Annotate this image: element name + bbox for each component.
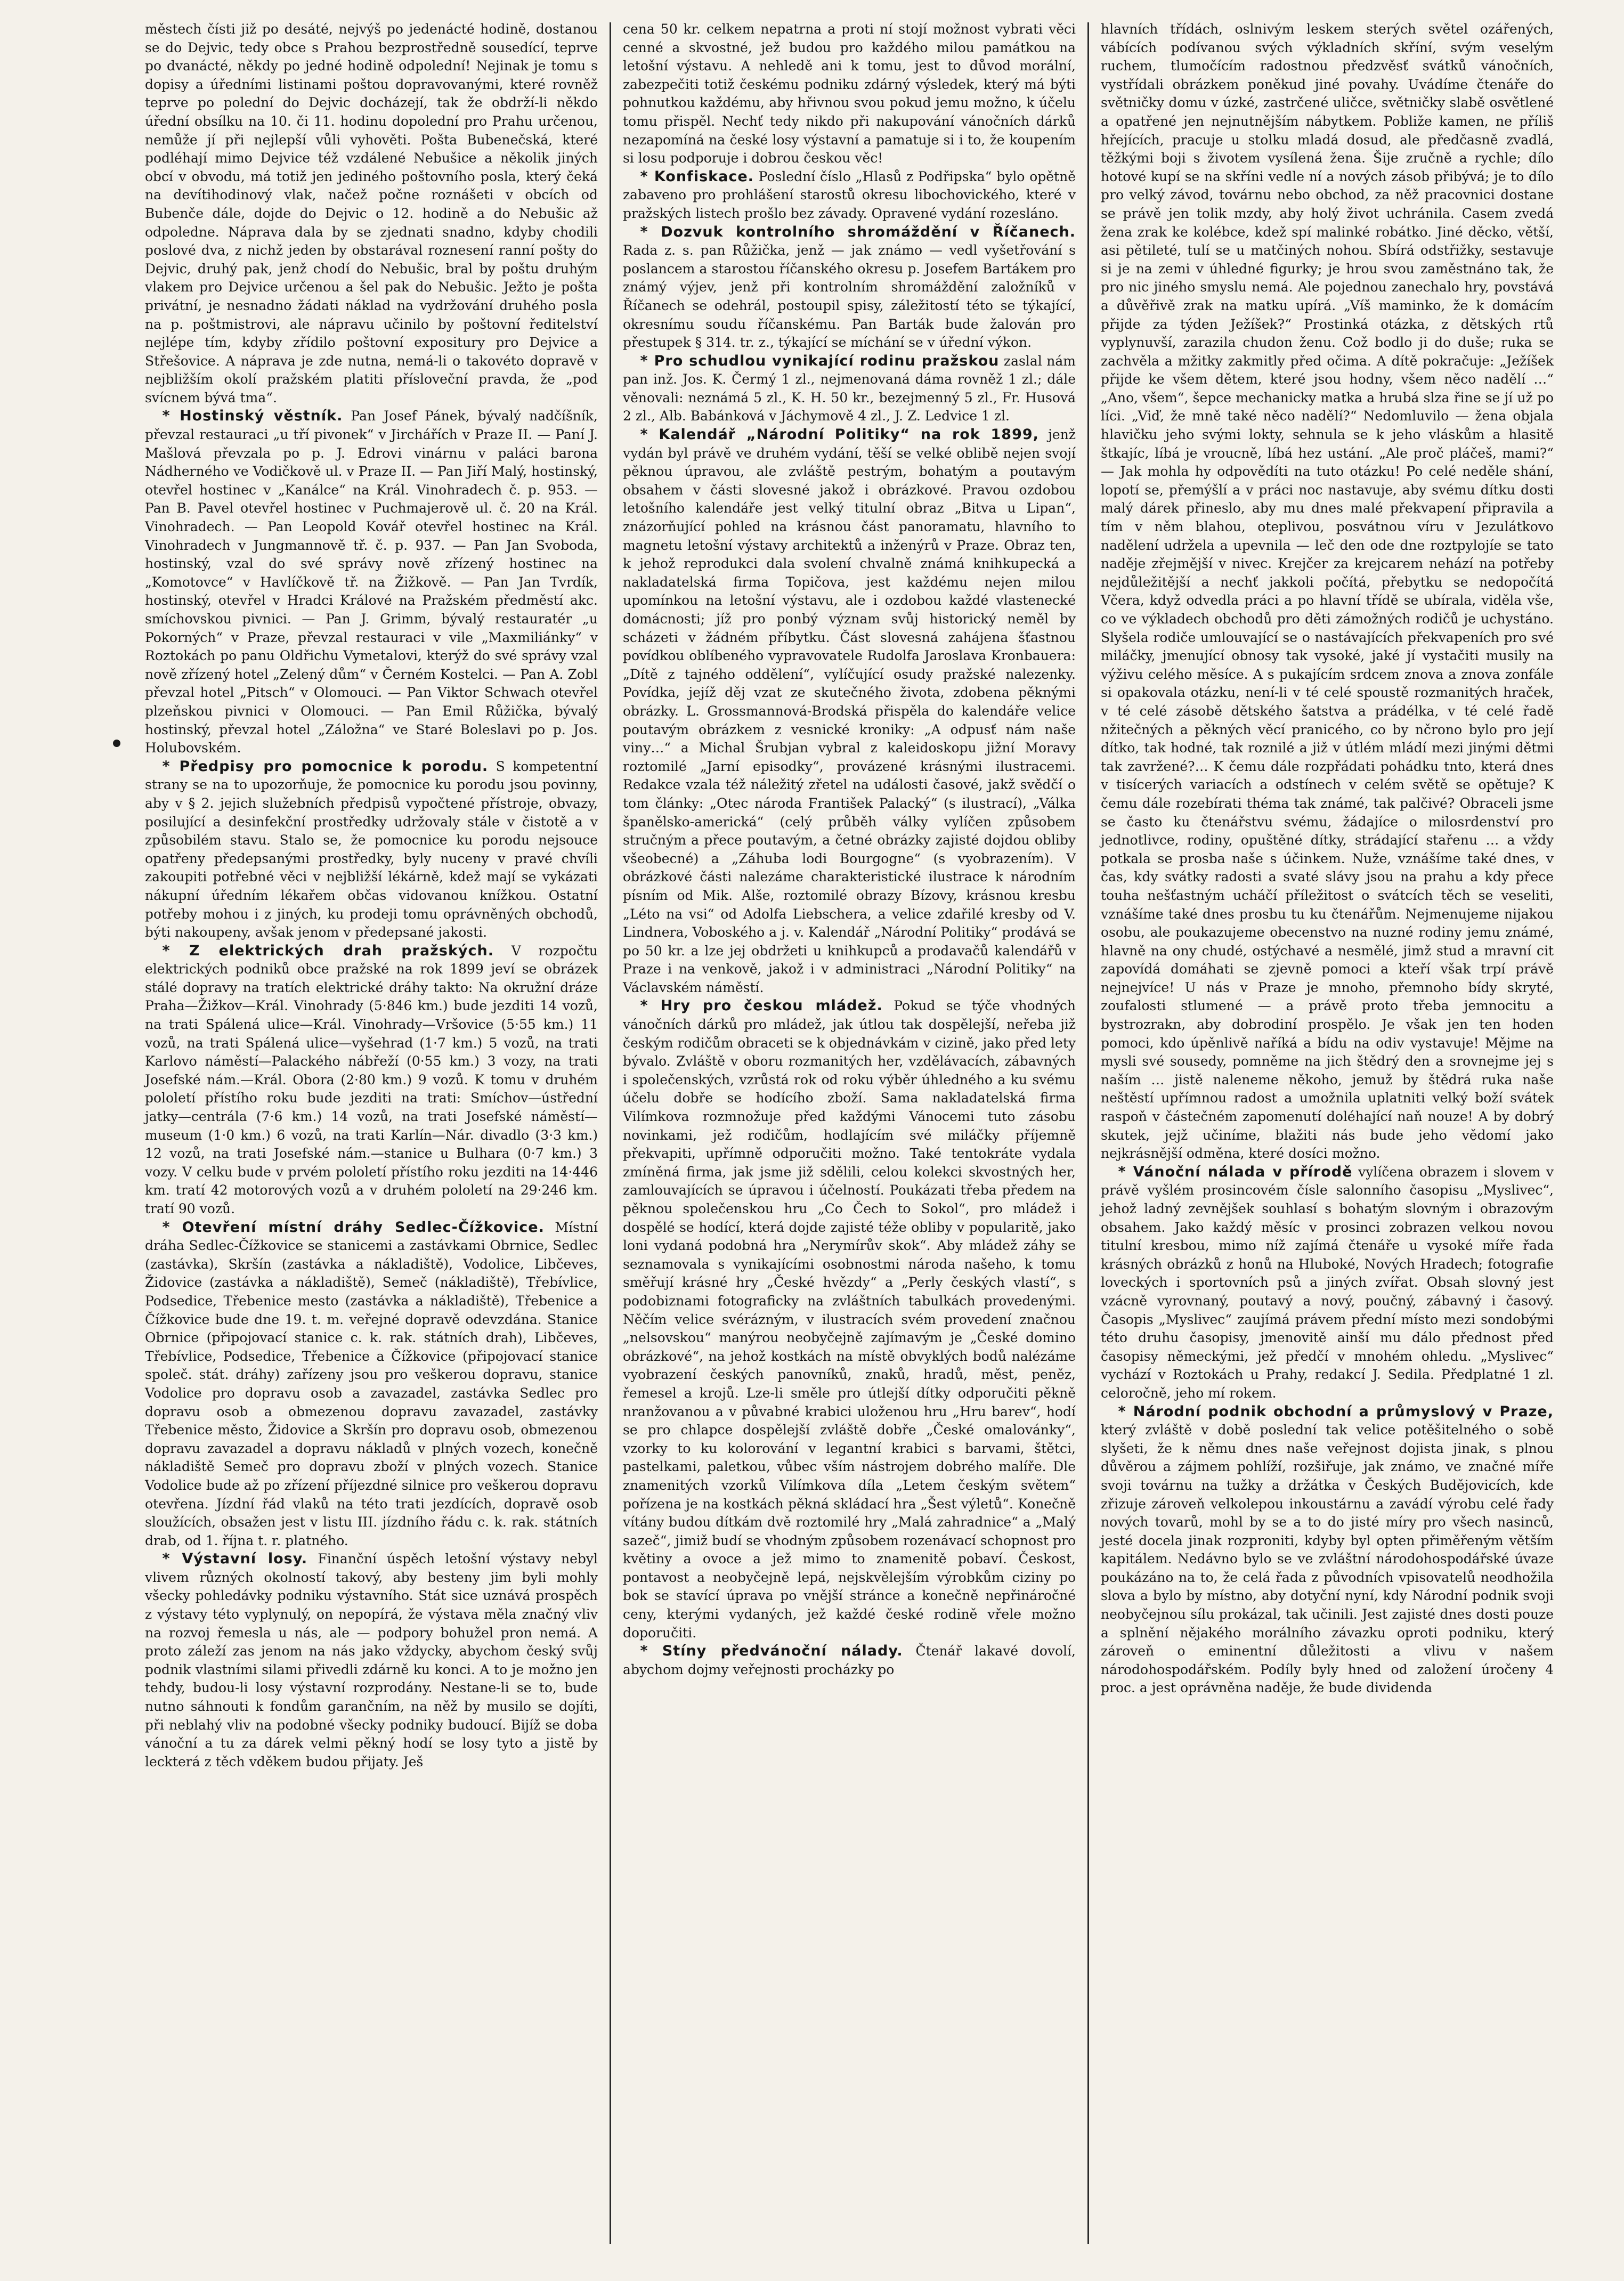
article-paragraph [623,352,1076,426]
column-right [1089,20,1565,2247]
article-text: Pokud se týče vhodných vánočních dárků pro mládež, jak útlou tak dospělejší, neřeba již českým rodičům obraceti se k objednávkám v cizině, jako před lety bývalo. Zvláště v oboru rozmanitých her, vzdělávacích, zábavných i společenských, vzrůstá rok od roku výběr úhledného a ku svému účelu dobře se hodícího zboží. Sama nakladatelská firma Vilímkova rozmnožuje před každými Vánocemi tuto zásobu novinkami, jež rodičům, hodlajícím své miláčky příjemně překvapiti, upřímně odporučiti možno. Také tentokráte vydala zmíněná firma, jak jsme již sdělili, celou kolekci skvostných her, zamlouvajících se úpravou i účelností. Poukázati třeba předem na pěknou společenskou hru „Co Čech to Sokol“, pro mládež i dospělé se hodící, která dojde zajisté téže obliby v popularitě, jako loni vydaná podobná hra „Nerymírův skok“. Aby mládež záhy se seznamovala s vynikajícími osobnostmi národa našeho, k tomu směřují krásné hry „České hvězdy“ a „Perly českých vlastí“, s podobiznami fotograficky na zvláštních tabulkách provedenými. Něčím velice svérázným, v ilustracích svém provedení značnou „nelsovskou“ manýrou neobyčejně zajímavým je „České domino obrázkové“, na jehož kostkách na místě obvyklých bodů nalézáme vyobrazení českých panovníků, znaků, hradů, měst, peněz, řemesel a krojů. Lze-li směle pro útlejší dítky odporučiti pěkně nranžovanou a v půvabné krabici uloženou hru „Hru barev“, hodí se pro chlapce dospělejší zvláště dobře „České omalovánky“, vzorky to ku kolorování v legantní krabici s barvami, štětci, pastelkami, paletkou, vůbec vším nástrojem dobrého malíře. Dle znamenitých vzorků Vilímkova díla „Letem českým světem“ pořízena je na kostkách pěkná skládací hra „Šest výletů“. Konečně vítány budou dítkám dvě roztomilé hry „Malá zahradnice“ a „Malý sazeč“, jimiž budí se vhodným způsobem rozenávací schopnost pro květiny a ovoce a jež mimo to znamenitě pobaví. Českost, pontavost a neobyčejně lepá, nejskvělejším výrobkům ciziny po bok se stavící úprava po vnější stránce a konečně nepřináročné ceny, kterými vydaných, jež každé české rodině vřele možno doporučiti. [623,998,1076,1641]
article-paragraph [1101,1163,1554,1403]
continued-paragraph [145,20,598,407]
article-heading: * Dozvuk kontrolního shromáždění v Říčanech. [640,223,1076,240]
article-paragraph [623,223,1076,352]
article-heading: * Stíny předvánoční nálady. [640,1643,903,1660]
article-heading: * Předpisy pro pomocnice k porodu. [162,758,489,775]
article-paragraph [145,1219,598,1551]
article-heading: * Kalendář „Národní Politiky“ na rok 1899, [640,426,1039,443]
article-text: V rozpočtu elektrických podniků obce pražské na rok 1899 jeví se obrázek stálé dopravy na tratích elektrické dráhy takto: Na okružní dráze Praha—Žižkov—Král. Vinohrady (5·846 km.) bude jezditi 14 vozů, na trati Spálená ulice—Král. Vinohrady—Vršovice (5·55 km.) 11 vozů, na trati Spálená ulice—vyšehrad (1·7 km.) 5 vozů, na trati Karlovo náměstí—Palackého nábřeží (0·55 km.) 3 vozy, na trati Josefské nám.—Král. Obora (2·80 km.) 9 vozů. K tomu v druhém pololetí přístího roku bude jezditi na trati: Smíchov—ústřední jatky—centrála (7·6 km.) 14 vozů, na trati Josefské náměstí—museum (1·0 km.) 6 vozů, na trati Karlín—Nár. divadlo (3·3 km.) 12 vozů, na trati Josefské nám.—stanice u Bulhara (0·7 km.) 3 vozy. V celku bude v prvém pololetí přístího roku jezditi na 14·446 km. tratí 42 motorových vozů a v druhém pololetí na 29·246 km. tratí 90 vozů. [145,943,598,1216]
article-text: zaslal nám pan inž. Jos. K. Čermý 1 zl., nejmenovaná dáma rovněž 1 zl.; dále věnovali: neznámá 5 zl., K. H. 50 kr., bezejmenný 5 zl., Fr. Husová 2 zl., Alb. Babánková v Jáchymově 4 zl., J. Z. Ledvice 1 zl. [623,353,1076,424]
article-paragraph [145,407,598,757]
article-text: Poslední číslo „Hlasů z Podřipska“ bylo opětně zabaveno pro prohlášení starostů okresu libochovického, které v pražských listech prošlo bez závady. Opravené vydání rozesláno. [623,168,1076,221]
article-text: Čtenář lakavé dovolí, abychom dojmy veřejnosti procházky po [623,1643,1076,1677]
article-heading: * Výstavní losy. [162,1551,308,1568]
article-text: jenž vydán byl právě ve druhém vydání, těší se velké oblibě nejen svojí pěknou úpravou, ale zvláště pestrým, bohatým a poutavým obsahem v části slovesné jakož i obrázkové. Pravou ozdobou letošního kalendáře jest velký titulní obraz „Bitva u Lipan“, znázorňující pohled na krásnou část panoramatu, hlavního to magnetu letošní výstavy architektů a inženýrů v Praze. Obraz ten, k jehož reprodukci dala svolení chvalně známá knihkupecká a nakladatelská firma Topičova, jest každému nejen milou upomínkou na letošní výstavu, ale i ozdobou každé vlastenecké domácnosti; jíž pro ponbý význam svůj historický neměl by scházeti v žádném příbytku. Část slovesná zahájena šťastnou povídkou oblíbeného vypravovatele Rudolfa Jaroslava Kronbauera: „Dítě z tajného oddělení“, vylíčující osudy pražské nalezenky. Povídka, jejíž děj vzat ze skutečného života, zdobena pěknými obrázky. L. Grossmannová-Brodská přispěla do kalendáře velice poutavým obrázkem z vesnické kroniky: „A odpusť nám naše viny…“ a Michal Šrubjan vybral z kaleidoskopu jižní Moravy roztomilé „Jarní episodky“, provázené krásnými ilustracemi. Redakce vzala též náležitý zřetel na události časové, jakž svědčí o tom články: „Otec národa František Palacký“ (s ilustrací), „Válka španělsko-americká“ (celý průběh války vylíčen způsobem stručným a přece poutavým, a četné obrázky zajisté dojdou obliby všeobecné) a „Záhuba lodi Bourgogne“ (s vyobrazením). V obrázkové části nalezáme charakteristické ilustrace k národním písním od Mik. Alše, roztomilé obrazy Bízovy, krásnou kresbu „Léto na vsi“ od Adolfa Liebschera, a velice zdařilé kresby od V. Lindnera, Voboského a j. v. Kalendář „Národní Politiky“ prodává se po 50 kr. a lze jej obdržeti u knihkupců a prodavačů kalendářů v Praze i na venkově, jakož i v administraci „Národní Politiky“ na Václavském náměstí. [623,427,1076,995]
continued-paragraph [1101,20,1554,1163]
article-text: vylíčena obrazem i slovem v právě vyšlém prosincovém čísle salonního časopisu „Myslivec“, jehož ladný zevnějšek souhlasí s bohatým slovným i obrazovým obsahem. Jako každý měsíc v prosinci zobrazen velkou novou titulní kresbou, mimo níž zajímá čtenáře u vysoké míře řada krásných obrázků z honů na Hluboké, Nových Hradech; fotografie loveckých i sportovních psů a jiných zvířat. Obsah slovný jest vzácně vyrovnaný, poutavý a nový, poučný, zábavný i časový. Časopis „Myslivec“ zaujímá právem přední místo mezi sondobými této druhu časopisy, jmenovitě ainší mu dálo přednost před časopisy německými, jež předčí v mnohém ohledu. „Myslivec“ vychází v Roztokách u Prahy, redakcí J. Sedila. Předplatné 1 zl. celoročně, jeho mí rokem. [1101,1164,1554,1401]
article-paragraph [145,758,598,942]
article-paragraph [145,1550,598,1771]
column-left [133,20,610,2247]
article-text: hlavních třídách, oslnivým leskem sterých světel ozářených, vábících podívanou svých výkladních skříní, svým veselým ruchem, tlumočícím radostnou předzvěsť svátků vánočních, vystřídali obrázkem poněkud jiné povahy. Uvádíme čtenáře do světničky domu v úzké, zastrčené uličce, světničky slabě osvětlené a opatřené jen nejnutnějším nábytkem. Pobliže kamen, ne příliš hřejících, pracuje u stolku mladá dosud, ale předčasně zvadlá, těžkými boji s životem vysílená žena. Šije zručně a rychle; dílo hotové kupí se na skříni vedle ní a nových zásob přibývá; je to dílo pro velký závod, továrnu nebo obchod, za něž pracovnici dostane se právě jen tolik mzdy, aby holý život uchránila. Casem zvedá žena zrak ke kolébce, kdež spí malinké robátko. Jiné děcko, větší, asi pětileté, tulí se u matčiných nohou. Sbírá odstřižky, sestavuje si je na zemi v úhledné figurky; je hrou svou zaměstnáno tak, že pro nic jiného smyslu nemá. Ale pojednou zanechalo hry, povstává a důvěřivě zrak na matku upírá. „Víš maminko, že k domácím přijde za týden Ježíšek?“ Prostinká otázka, z dětských rtů vyplynuvší, zarazila chudon ženu. Což bodlo ji do duše; ruka se zachvěla a mžitky zakmitly před očima. A dítě pokračuje: „Ježíšek přijde ke všem dětem, které jsou hodny, všem něco nadělí …“ „Ano, všem“, šepce mechanicky matka a hrubá slza řine se jí už po líci. „Viď, že mně také něco nadělí?“ Nedomluvilo — žena objala hlavičku jeho svými lokty, sehnula se k jeho vláskům a hlasitě štkajíc, líbá je vroucně, líbá hez ustání. „Ale proč pláčeš, mami?“ — Jak mohla hy odpovědíti na tuto otázku! Po celé neděle shání, lopotí se, přemýšlí a v práci noc nastavuje, aby svému dítku dosti malý dárek přineslo, aby mu dnes malé překvapení připravila a tím v něm blahou, oteplivou, posvátnou víru v Jezulátkovo nadělení udržela a upevnila — leč den ode dne roztpylojíe se tato naděje zřejmější v nivec. Krejčer za krejcarem nehází na potřeby nejdůležitější a nechť jakkoli počítá, přebytku se nedopočítá Včera, když odvedla práci a po hlavní třídě se ubírala, viděla vše, co ve výkladech obchodů pro děti zámožných rodičů je uchystáno. Slyšela rodiče umlouvající se o nastávajících překvapeních pro své miláčky, jmenující obnosy tak vysoké, jaké jí vystačiti musily na výživu celého měsíce. A s pukajícím srdcem znova a znova zonfále si opakovala otázku, není-li v té celé spoustě rozmanitých hraček, v té celé zásobě dětského šatstva a prádélka, v té celé řadě nžitečných a pěkných věcí pranicého, co by nčrono bylo pro její dítko, tak hodné, tak roznilé a již v útlém mládí mezi jinými dětmi tak zavržené?… K čemu dále rozpřádati pohádku tnto, která dnes v tisícerých variacích a odstínech v celém světě se opětuje? K čemu dále rozebírati théma tak známé, tak palčivé? Obraceli jsme se často ku čtenářstvu svému, žádajíce o milosrdenství pro jednotlivce, rodiny, opuštěné dítky, strádající stařenu … a vždy potkala se prosba naše s účinkem. Nuže, vznášíme také dnes, v čas, kdy svátky radosti a svaté slávy jsou na prahu a kdy přece touha nešťastným ucháčí příležitost o svátcích těch se veseliti, vznášíme také dnes prosbu tu ku čtenářům. Nejmenujeme nijakou osobu, ale poukazujeme obecenstvo na nuzné rodiny jemu známé, hlavně na ony chudé, ostýchavé a nesmělé, jimž stud a mravní cit zapovídá domáhati se zjevně pomoci a kteří však trpí právě nejnejvíce! U nás v Praze je mnoho, přemnoho bídy skryté, zoufalosti stlumené — a právě proto třeba jemnocitu a bystrozrakn, aby dobrodiní prospělo. Je však jen ten hoden pomoci, kdo úpěnlivě naříká a bídu na odiv vystavuje! Mějme na mysli své sousedy, pomněme na jich štědrý den a srovnejme jej s naším … jistě naleneme někoho, jemuž by štědrá ruka naše neštěstí upřímnou radost a umožnila uplatniti velký boží svátek raspoň v částečném zapomenutí doléhající naň nouze! A by dobrý skutek, jejž učiníme, blažiti nás bude jeho vědomí jako nejkrásnější odměna, které dosíci možno. [1101,21,1554,1162]
article-heading: * Z elektrických drah pražských. [162,942,494,959]
article-text: Pan Josef Pánek, bývalý nadčíšník, převzal restauraci „u tří pivonek“ v Jirchářích v Praze II. — Paní J. Mašlová převzala po p. J. Edrovi vinárnu v paláci barona Nádherného ve Vodičkově ul. v Praze II. — Pan Jiří Malý, hostinský, otevřel hostinec v „Kanálce“ na Král. Vinohradech č. p. 953. — Pan B. Pavel otevřel hostinec v Puchmajerově ul. č. 20 na Král. Vinohradech. — Pan Leopold Kovář otevřel hostinec na Král. Vinohradech v Jungmannově tř. č. p. 937. — Pan Jan Svoboda, hostinský, vzal do své správy nově zřízený hostinec na „Komotovce“ v Havlíčkově tř. na Žižkově. — Pan Jan Tvrdík, hostinský, otevřel v Hradci Králové na Pražském předměstí akc. smíchovskou pivnici. — Pan J. Grimm, bývalý restauratér „u Pokorných“ v Praze, převzal restauraci v vile „Maxmiliánky“ v Roztokách po panu Oldřichu Vymetalovi, kterýž do své správy vzal nově zřízený hotel „Zelený dům“ v Černém Kostelci. — Pan A. Zobl převzal hotel „Pitsch“ v Olomouci. — Pan Viktor Schwach otevřel plzeňskou pivnici v Olomouci. — Pan Emil Růžička, bývalý hostinský, převzal hotel „Záložna“ ve Staré Boleslavi po p. Jos. Holubovském. [145,408,598,756]
article-paragraph [623,426,1076,997]
article-text: Rada z. s. pan Růžička, jenž — jak známo — vedl vyšetřování s poslancem a starostou říčanského okresu p. Josefem Bartákem pro známý výjev, jenž při kontrolním shromáždění založníků v Říčanech se odehrál, postoupil spisy, záležitostí této se týkající, okresnímu soudu říčanskému. Pan Barták bude žalován pro přestupek § 314. tr. z., týkající se míchání se v úřední výkon. [623,242,1076,351]
article-paragraph [623,1642,1076,1679]
article-text: městech čísti již po desáté, nejvýš po jedenácté hodině, dostanou se do Dejvic, tedy obce s Prahou bezprostředně sousedící, teprve po dvanácté, někdy po jedné hodině odpolední! Nejinak je tomu s dopisy a úředními listinami poštou dopravovanými, které rovněž teprve po polední do Dejvic docházejí, tak že obdrží-li někdo úřední obsílku na 10. či 11. hodinu dopolední pro Prahu určenou, nemůže jí při nejlepší vůli vyhověti. Pošta Bubenečská, které podléhají mimo Dejvice též vzdálené Nebušice a několik jiných obcí v obvodu, má totiž jen jediného poštovního posla, který čeká na devítihodinový vlak, načež počne roznášeti v obcích od Bubenče dále, dojde do Dejvic o 12. hodině a do Nebušic až odpoledne. Náprava dala by se zjednati snadno, kdyby chodili poslové dva, z nichž jeden by obstarával roznesení ranní pošty do Dejvic, druhý pak, jenž chodí do Nebušic, bral by poštu druhým vlakem pro Dejvice určenou a šel pak do Nebušic. Ježto je pošta privátní, je nesnadno žádati náklad na vydržování druhého posla na p. poštmistrovi, ale nápravu učinilo by poštovní ředitelství nejlépe tím, kdyby zřídilo poštovní expositury pro Dejvice a Střešovice. A náprava je zde nutna, nemá-li o takovéto dopravě v nejbližším okolí pražském platiti přísloveční pravda, že „pod svícnem bývá tma“. [145,21,598,405]
article-heading: * Pro schudlou vynikající rodinu pražskou [640,352,1000,369]
continued-paragraph [623,20,1076,168]
article-paragraph [1101,1403,1554,1698]
ink-dot [113,740,120,747]
article-heading: * Konfiskace. [640,168,754,185]
column-middle [611,20,1087,2247]
article-text: cena 50 kr. celkem nepatrna a proti ní stojí možnost vybrati věci cenné a skvostné, jež budou pro každého milou památkou na letošní výstavu. A nehledě ani k tomu, jest to důvod morální, zabezpečiti totiž českému podniku zdárný výsledek, který má býti pohnutkou každému, aby hřivnou svou pokud jemu možno, k účelu tomu přispěl. Nechť tedy nikdo při nakupování vánočních dárků nezapomíná na české losy výstavní a pamatuje si i to, že koupením si losu podporuje i dobrou českou věc! [623,21,1076,166]
columns [133,20,1565,2247]
article-text: Finanční úspěch letošní výstavy nebyl vlivem různých okolností takový, aby besteny jim byli mohly všecky pohledávky podniku výstavního. Stát sice uznává prospěch z výstavy této vyplynulý, on nepopírá, že výstava měla značný vliv na rozvoj řemesla u nás, ale — podpory bohužel pron nemá. A proto záleží zas jenom na nás jako vždycky, abychom český svůj podnik vlastními silami přivedli zdárně ku konci. A to je možno jen tehdy, budou-li losy výstavní rozprodány. Nestane-li se to, bude nutno sáhnouti k fondům garančním, na něž by musilo se dojíti, při neblahý vliv na podobné všecky podniky budoucí. Bijíž se doba vánoční a tu za dárek velmi pěkný hodí se losy tyto a jistě by leckterá z těch vděkem budou přijaty. Ješ [145,1551,598,1769]
article-text: který zvláště v době poslední tak velice potěšitelného o sobě slyšeti, že k němu dnes naše veřejnost dojista jinak, s plnou důvěrou a zájmem pohlíží, rozšiřuje, jak známo, ve značné míře svoji továrnu na tužky a držátka v Českých Budějovicích, kde zřizuje zároveň velkolepou inkoustárnu a zavádí výrobu celé řady nových tovarů, mohl by se a to do jisté míry pro všech nasinců, jesté docela jinak rozproniti, kdyby byl opten přiměřeným větším kapitálem. Nedávno bylo se ve zvláštní národohospodářské úvaze poukázáno na to, že celá řada z původních vpisovatelů neodhožila slova a bylo by místno, aby dotyční nyní, kdy Národní podnik svoji neobyčejnou sílu prokázal, tak učinili. Jest zajisté dnes dosti pouze a splnění nějakého morálního závazku oproti podniku, který zároveň o eminentní důležitosti a vlivu v našem národohospodářském. Podíly byly hned od založení úročeny 4 proc. a jest oprávněna naděje, že bude dividenda [1101,1422,1554,1696]
article-heading: * Vánoční nálada v přírodě [1118,1163,1353,1180]
article-text: S kompetentní strany se na to upozorňuje, že pomocnice ku porodu jsou povinny, aby v § 2. jejich služebních předpisů vypočtené přístroje, obvazy, posilující a desinfekční prostředky udržovaly stále v čistotě a v způsobilém stavu. Stalo se, že pomocnice ku porodu nejsouce opatřeny předepsanými prostředky, byly nuceny v pravé chvíli zakoupiti potřebné věci v nejbližší lékárně, kdež mají se vykázati nákupní úředním lékařem občas vidovanou knížkou. Ostatní potřeby mohou i z jiných, ku prodeji tomu oprávněných obchodů, býti nakoupeny, avšak jenom v předepsané jakosti. [145,758,598,940]
article-heading: * Národní podnik obchodní a průmyslový v Praze, [1118,1403,1554,1420]
article-heading: * Hostinský věstník. [162,408,343,425]
article-text: Místní dráha Sedlec-Čížkovice se stanicemi a zastávkami Obrnice, Sedlec (zastávka), Skršín (zastávka a nákladiště), Vodolice, Libčeves, Židovice (zastávka a nákladiště), Semeč (nákladiště), Třebívlice, Podsedice, Třebenice mesto (zastávka a nákladiště), Třebenice a Čížkovice bude dne 19. t. m. veřejné dopravě odevzdána. Stanice Obrnice (připojovací stanice c. k. rak. státních drah), Libčeves, Třebívlice, Podsedice, Třebenice a Čížkovice (připojovací stanice společ. stát. dráhy) zařízeny jsou pro veškerou dopravu, stanice Vodolice pro dopravu osob a zavazadel, zastávka Sedlec pro dopravu osob a obmezenou dopravu zavazadel, zastávky Třebenice město, Židovice a Skršín pro dopravu osob, obmezenou dopravu zavazadel a dopravu nákladů v plných vozech, konečně nákladiště Semeč pro dopravu zboží v plných vozech. Stanice Vodolice bude až po zřízení příjezdné silnice pro veškerou dopravu otevřena. Jízdní řád vlaků na této trati jezdících, dopravě osob sloužících, obsažen jest v listu III. jízdního řádu c. k. rak. státních drab, od 1. října t. r. platného. [145,1219,598,1548]
article-paragraph [623,997,1076,1642]
article-paragraph [145,942,598,1219]
article-paragraph [623,168,1076,223]
article-heading: * Hry pro českou mládež. [640,997,883,1014]
article-heading: * Otevření místní dráhy Sedlec-Čížkovice. [162,1219,545,1236]
